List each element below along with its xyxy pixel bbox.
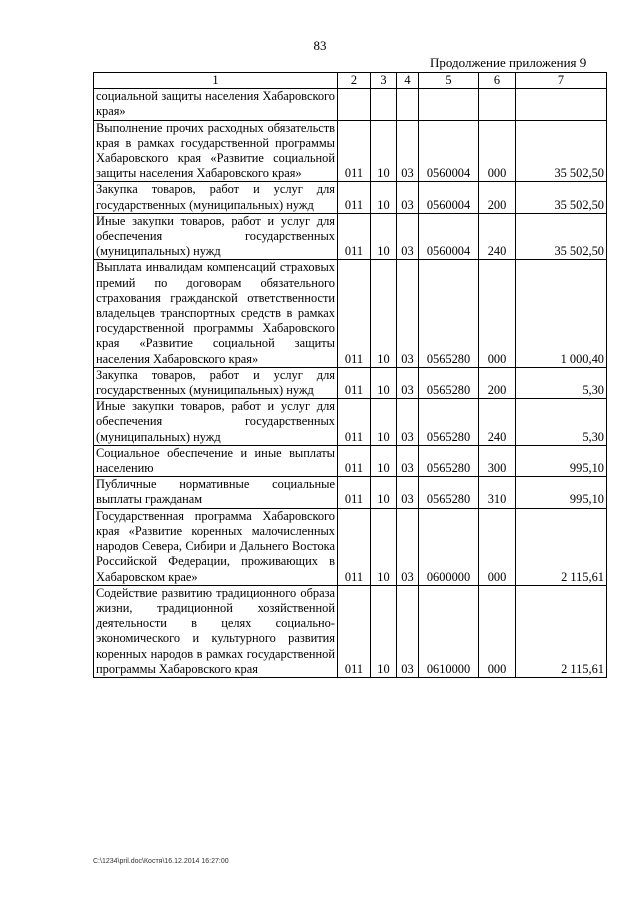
cell-admin-code: 011 [338,399,371,446]
cell-expense-type [479,89,516,120]
cell-section: 10 [371,367,397,398]
page-number: 83 [313,38,327,53]
row-name: Выплата инвалидам компенсаций страховых премий по договорам обязательного страхования гражданской ответственности владельцев транспортных средств в рамках государственной программы Хабаровского края «Развитие социальной защиты населения Хабаровского края» [94,260,338,367]
cell-expense-type: 240 [479,213,516,260]
cell-admin-code: 011 [338,260,371,367]
cell-section: 10 [371,508,397,585]
row-name: социальной защиты населения Хабаровского края» [94,89,338,120]
cell-target-item: 0565280 [419,399,479,446]
cell-target-item: 0565280 [419,477,479,508]
cell-admin-code: 011 [338,213,371,260]
cell-amount: 2 115,61 [516,508,607,585]
cell-subsection: 03 [397,120,419,182]
cell-section [371,89,397,120]
cell-subsection: 03 [397,213,419,260]
table-header-row [94,73,607,89]
cell-target-item: 0560004 [419,120,479,182]
cell-expense-type: 000 [479,508,516,585]
table-row [94,260,607,367]
column-header-1: 1 [94,73,338,89]
cell-amount: 35 502,50 [516,120,607,182]
cell-expense-type: 200 [479,182,516,213]
cell-admin-code [338,89,371,120]
cell-admin-code: 011 [338,367,371,398]
table-row [94,508,607,585]
cell-subsection: 03 [397,445,419,476]
cell-admin-code: 011 [338,477,371,508]
column-header-6: 6 [479,73,516,89]
cell-admin-code: 011 [338,445,371,476]
table-row [94,367,607,398]
cell-subsection: 03 [397,477,419,508]
cell-amount: 995,10 [516,445,607,476]
table-row [94,399,607,446]
cell-expense-type: 000 [479,120,516,182]
cell-section: 10 [371,585,397,677]
cell-target-item: 0560004 [419,213,479,260]
cell-target-item: 0610000 [419,585,479,677]
cell-expense-type: 000 [479,585,516,677]
cell-expense-type: 240 [479,399,516,446]
row-name: Иные закупки товаров, работ и услуг для обеспечения государственных (муниципальных) нужд [94,213,338,260]
appendix-continuation-label: Продолжение приложения 9 [430,55,587,70]
cell-admin-code: 011 [338,182,371,213]
row-name: Выполнение прочих расходных обязательств края в рамках государственной программы Хабаровского края «Развитие социальной защиты населения Хабаровского края» [94,120,338,182]
row-name: Социальное обеспечение и иные выплаты населению [94,445,338,476]
column-header-2: 2 [338,73,371,89]
cell-subsection [397,89,419,120]
cell-section: 10 [371,182,397,213]
budget-table [93,72,607,678]
table-row [94,213,607,260]
cell-admin-code: 011 [338,508,371,585]
cell-expense-type: 310 [479,477,516,508]
row-name: Закупка товаров, работ и услуг для государственных (муниципальных) нужд [94,367,338,398]
column-header-5: 5 [419,73,479,89]
cell-admin-code: 011 [338,120,371,182]
cell-subsection: 03 [397,508,419,585]
table-row [94,120,607,182]
cell-target-item: 0565280 [419,260,479,367]
cell-admin-code: 011 [338,585,371,677]
cell-expense-type: 300 [479,445,516,476]
cell-subsection: 03 [397,367,419,398]
cell-section: 10 [371,477,397,508]
cell-amount [516,89,607,120]
row-name: Закупка товаров, работ и услуг для государственных (муниципальных) нужд [94,182,338,213]
column-header-3: 3 [371,73,397,89]
column-header-4: 4 [397,73,419,89]
table-row [94,182,607,213]
cell-amount: 5,30 [516,399,607,446]
cell-subsection: 03 [397,585,419,677]
table-row [94,585,607,677]
table-row [94,477,607,508]
row-name: Иные закупки товаров, работ и услуг для обеспечения государственных (муниципальных) нужд [94,399,338,446]
cell-target-item: 0565280 [419,367,479,398]
cell-amount: 35 502,50 [516,213,607,260]
cell-section: 10 [371,445,397,476]
cell-subsection: 03 [397,260,419,367]
cell-target-item: 0560004 [419,182,479,213]
cell-target-item: 0565280 [419,445,479,476]
cell-amount: 995,10 [516,477,607,508]
cell-amount: 2 115,61 [516,585,607,677]
row-name: Содействие развитию традиционного образа жизни, традиционной хозяйственной деятельности в целях социально-экономического и культурного развития коренных народов в рамках государственной программы Хабаровского края [94,585,338,677]
cell-amount: 35 502,50 [516,182,607,213]
cell-amount: 5,30 [516,367,607,398]
cell-section: 10 [371,399,397,446]
cell-section: 10 [371,120,397,182]
cell-section: 10 [371,260,397,367]
cell-subsection: 03 [397,399,419,446]
column-header-7: 7 [516,73,607,89]
cell-amount: 1 000,40 [516,260,607,367]
cell-target-item [419,89,479,120]
cell-expense-type: 200 [479,367,516,398]
table-row [94,445,607,476]
cell-expense-type: 000 [479,260,516,367]
table-row [94,89,607,120]
row-name: Государственная программа Хабаровского края «Развитие коренных малочисленных народов Севера, Сибири и Дальнего Востока Российской Федерации, проживающих в Хабаровском крае» [94,508,338,585]
cell-target-item: 0600000 [419,508,479,585]
cell-subsection: 03 [397,182,419,213]
cell-section: 10 [371,213,397,260]
row-name: Публичные нормативные социальные выплаты гражданам [94,477,338,508]
file-path-footer: C:\1234\pril.doc\Костя\16.12.2014 16:27:00 [93,858,229,865]
